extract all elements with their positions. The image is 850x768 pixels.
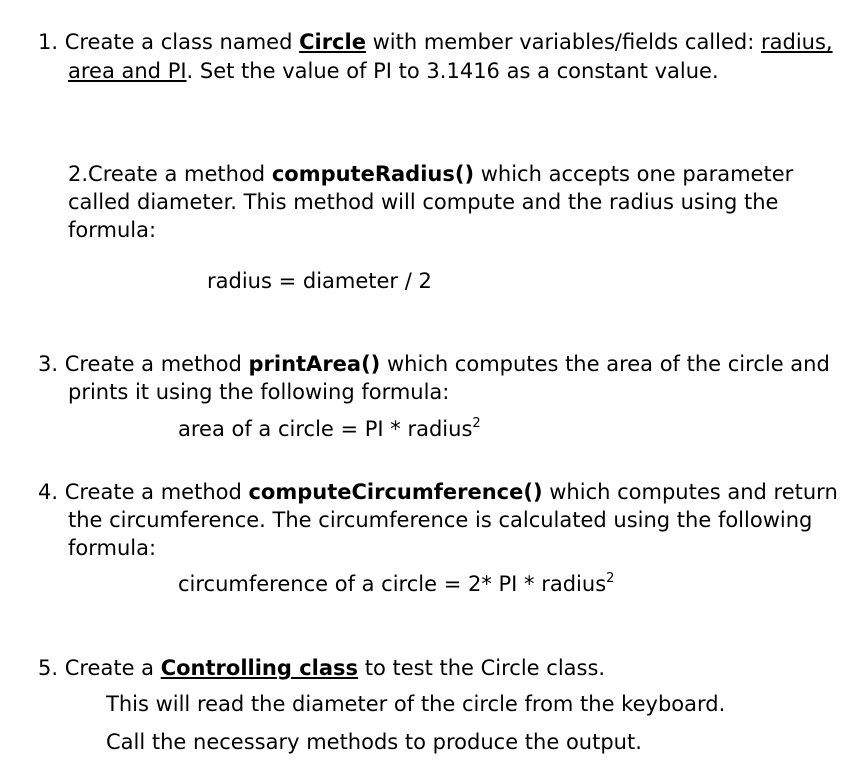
item-5-suffix: to test the Circle class. [358,656,606,680]
item-3-method: printArea() [248,352,381,376]
item-4-line-3: formula: [68,536,157,560]
item-4-formula-text: circumference of a circle = 2* PI * radius [178,572,607,596]
item-4-line1-suffix: which computes and return [542,480,838,504]
item-2-line1-suffix: which accepts one parameter [474,162,794,186]
item-5-sub-1: This will read the diameter of the circle from the keyboard. [106,692,726,716]
item-2-line-3: formula: [68,218,157,242]
item-1-suffix: . Set the value of PI to 3.1416 as a constant value. [186,59,719,83]
item-2-prefix: 2.Create a method [68,162,272,186]
item-3-line1-suffix: which computes the area of the circle and [380,352,830,376]
item-4-formula-exponent: 2 [606,571,615,586]
item-5-class-name: Controlling class [160,656,359,680]
item-4-line-2: the circumference. The circumference is calculated using the following [68,508,813,532]
item-4-formula [178,570,614,598]
item-3-formula-text: area of a circle = PI * radius [178,417,473,441]
item-3-line-1 [38,350,830,378]
item-3-formula-exponent: 2 [472,416,481,431]
item-1-fields-part1: radius, [760,30,833,54]
item-3-formula [178,415,481,443]
item-4-prefix: 4. Create a method [38,480,249,504]
item-2-line-1 [68,160,793,188]
item-5-line-1 [38,654,605,682]
item-1-line-1 [38,28,833,56]
item-1-prefix: 1. Create a class named [38,30,300,54]
item-2-method: computeRadius() [271,162,475,186]
item-1-class-name: Circle [299,30,366,54]
item-2-formula: radius = diameter / 2 [207,269,432,293]
item-4-line-1 [38,478,838,506]
item-1-fields-part2: area and PI [68,59,187,83]
item-3-prefix: 3. Create a method [38,352,249,376]
item-2-line-2: called diameter. This method will compute and the radius using the [68,190,779,214]
item-5-prefix: 5. Create a [38,656,161,680]
item-1-middle: with member variables/fields called: [365,30,761,54]
item-3-line-2: prints it using the following formula: [68,380,450,404]
item-1-line-2 [68,57,719,85]
item-5-sub-2: Call the necessary methods to produce the output. [106,730,642,754]
item-4-method: computeCircumference() [248,480,543,504]
